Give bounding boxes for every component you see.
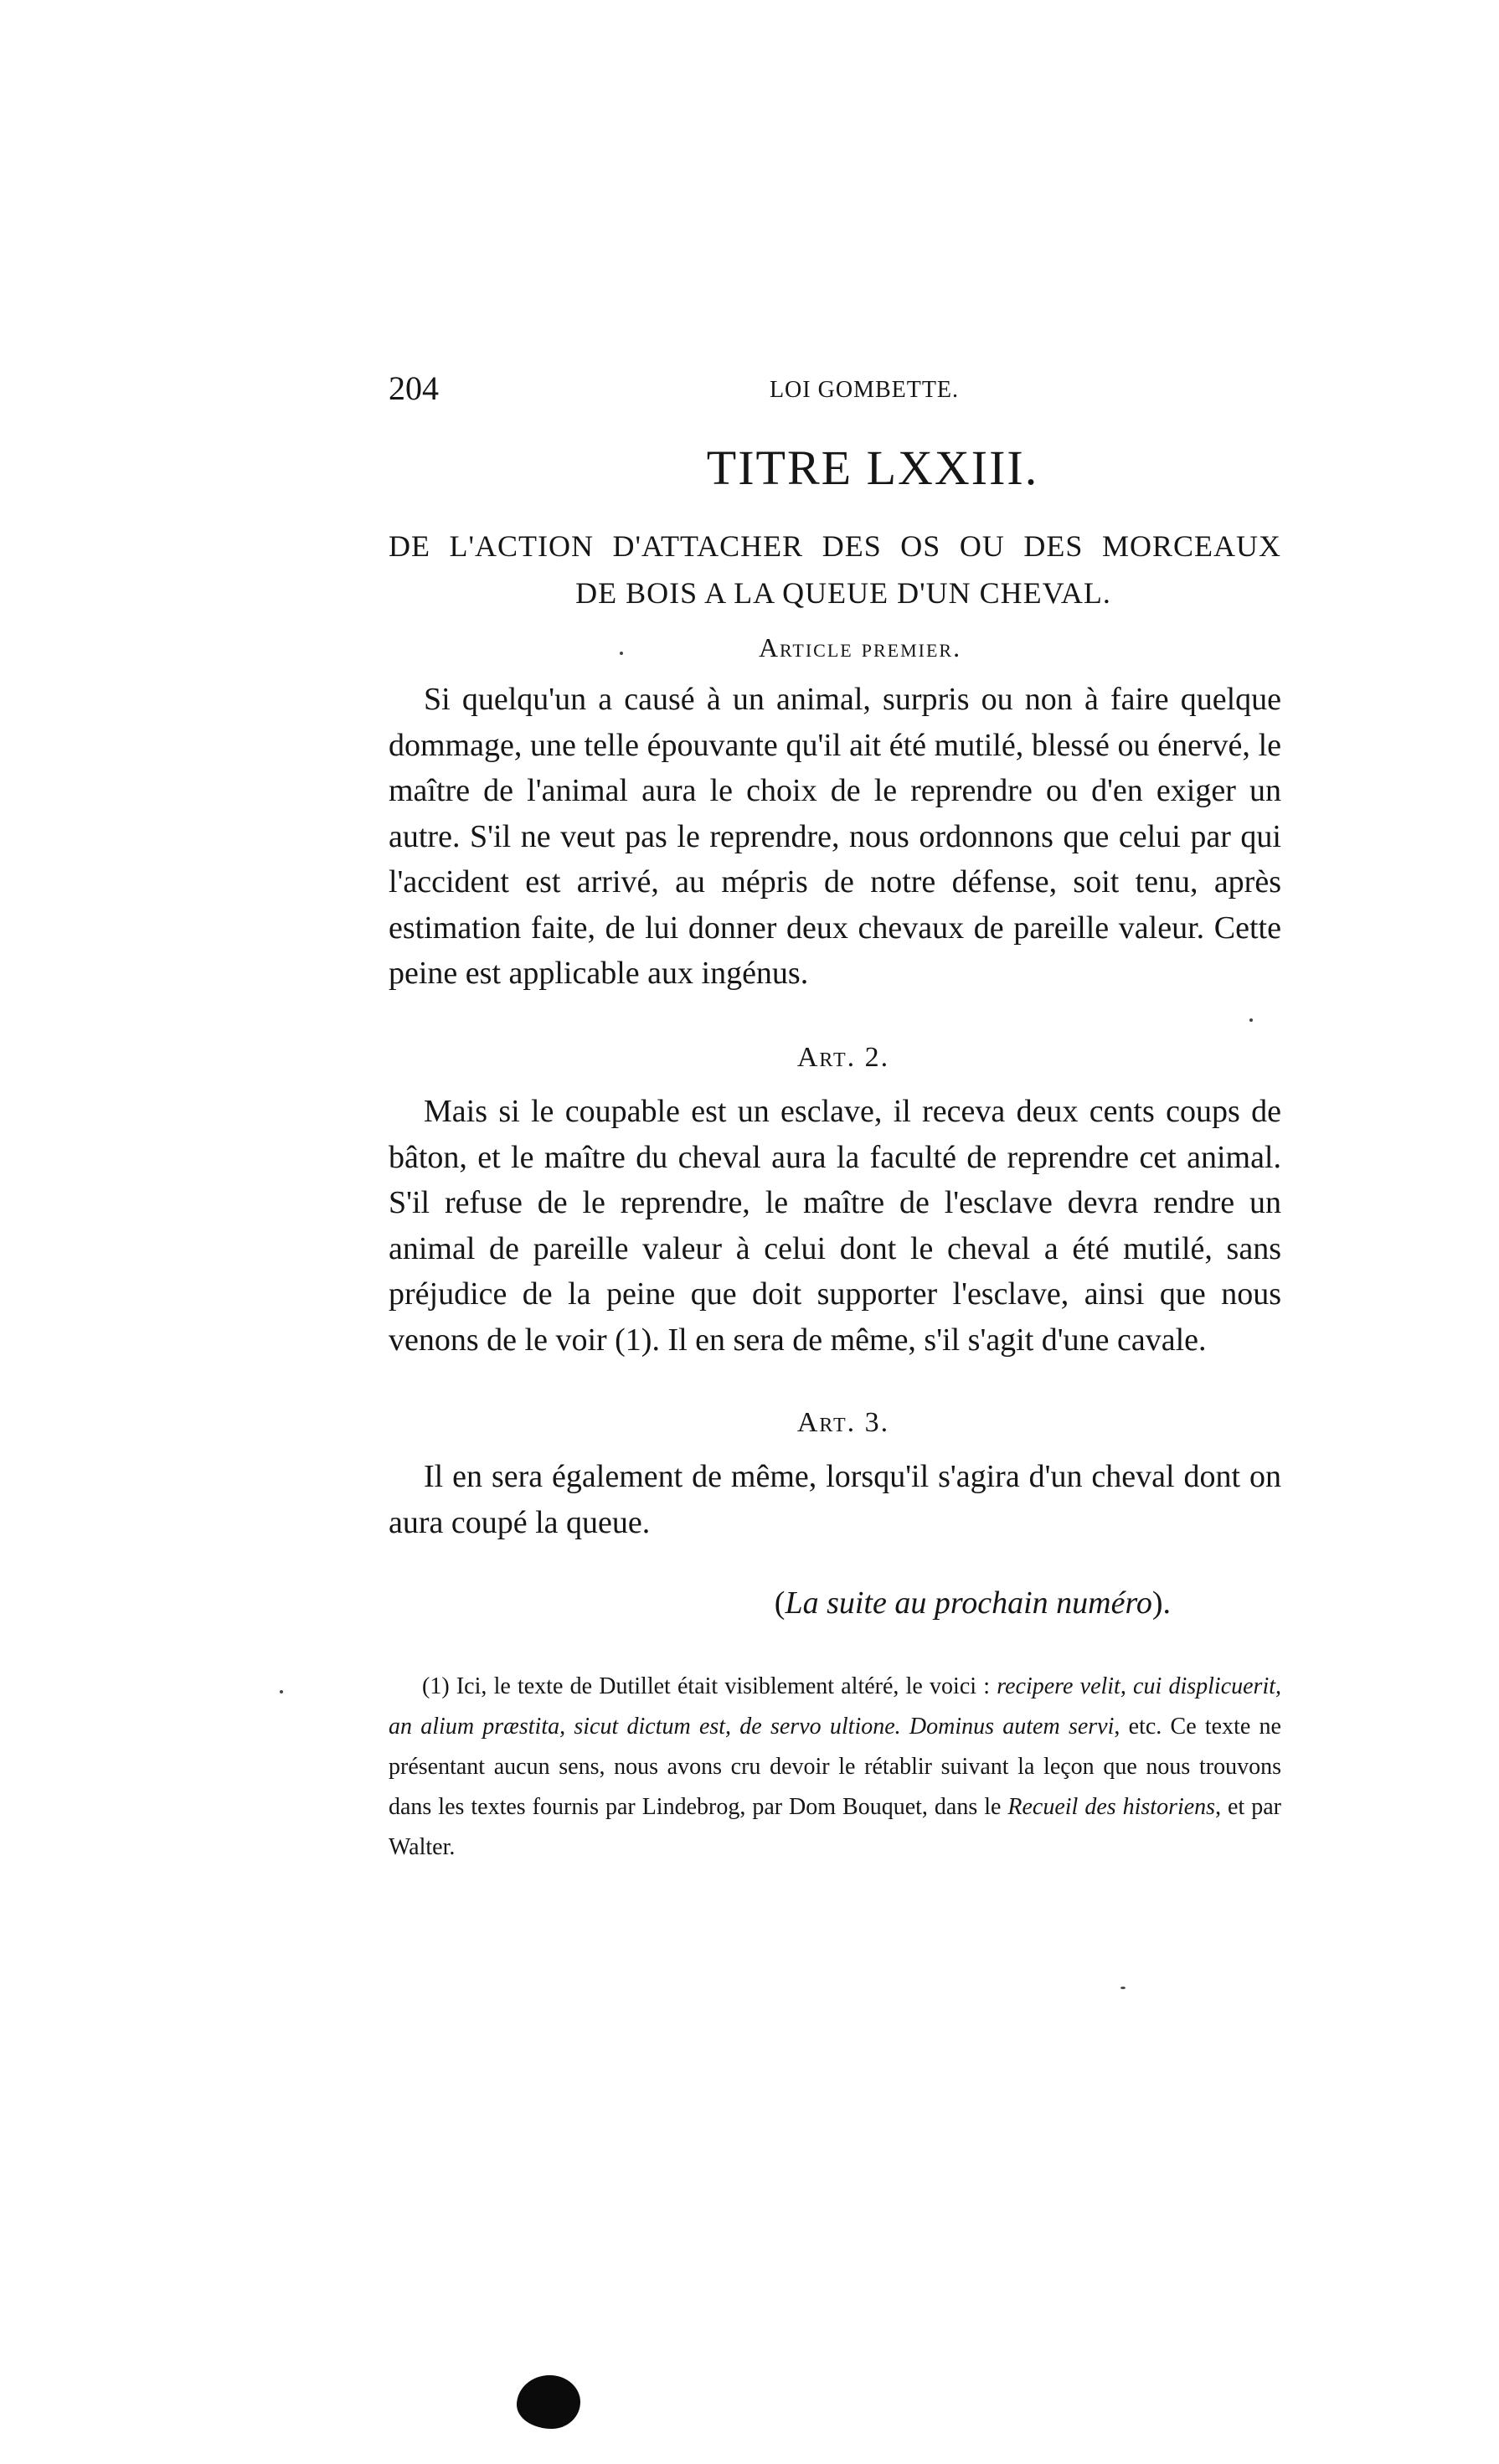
scan-speck (1249, 1018, 1253, 1022)
footnote-latin-1: recipere velit, cui displicuerit, an alium præstita, sicut dictum est, de servo ultione. Dominus autem servi (389, 1673, 1282, 1740)
continuation-close: ). (1151, 1585, 1171, 1621)
article-2-heading: Art. 2. (796, 1042, 890, 1073)
footnote-latin-2: Recueil des historiens (1007, 1794, 1216, 1820)
scan-speck (1120, 1987, 1126, 1989)
continuation-text: La suite au prochain numéro (785, 1585, 1152, 1621)
scan-speck (280, 1690, 283, 1693)
titre-subtitle (389, 523, 1281, 616)
article-1-text: Si quelqu'un a causé à un animal, surpris ou non à faire quelque dommage, une telle épouvante qu'il ait été mutilé, blessé ou énervé, le maître de l'animal aura le choix de le reprendre ou d'en exiger un autre. S'il ne veut pas le reprendre, nous ordonnons que celui par qui l'accident est arrivé, au mépris de notre défense, soit tenu, après estimation faite, de lui donner deux chevaux de pareille valeur. Cette peine est applicable aux ingénus. (389, 682, 1281, 991)
footnote-end: , et par Walter. (389, 1794, 1281, 1860)
titre-heading: TITRE LXXIII. (706, 441, 1039, 495)
footnote-middle: , etc. Ce texte ne présentant aucun sens, nous avons cru devoir le rétablir suivant la leçon que nous trouvons dans les textes fournis par Lindebrog, par Dom Bouquet, dans le (389, 1714, 1281, 1820)
page-number: 204 (389, 369, 439, 407)
ink-blot (517, 2375, 580, 2429)
footnote-marker: (1) Ici, le texte de Dutillet était visiblement altéré, le voici : (422, 1673, 991, 1699)
footnote (389, 1667, 1281, 1868)
scan-speck (620, 652, 623, 655)
running-title: LOI GOMBETTE. (769, 377, 960, 403)
subtitle-line-1: DE L'ACTION D'ATTACHER DES OS OU DES MORCEAUX (389, 529, 1281, 563)
running-head (389, 367, 1281, 410)
article-2-text: Mais si le coupable est un esclave, il receva deux cents coups de bâton, et le maître du cheval aura la faculté de reprendre cet animal. S'il refuse de le reprendre, le maître de l'esclave devra rendre un animal de pareille valeur à celui dont le cheval a été mutilé, sans préjudice de la peine que doit supporter l'esclave, ainsi que nous venons de le voir (1). Il en sera de même, s'il s'agit d'une cavale. (389, 1094, 1281, 1358)
article-3-heading: Art. 3. (796, 1407, 890, 1438)
article-1-heading: Article premier. (758, 632, 962, 662)
subtitle-line-2: DE BOIS A LA QUEUE D'UN CHEVAL. (575, 576, 1111, 610)
continuation-note (389, 1580, 1281, 1626)
article-3-text: Il en sera également de même, lorsqu'il s'agira d'un cheval dont on aura coupé la queue. (389, 1459, 1281, 1540)
continuation-open: ( (774, 1585, 786, 1621)
